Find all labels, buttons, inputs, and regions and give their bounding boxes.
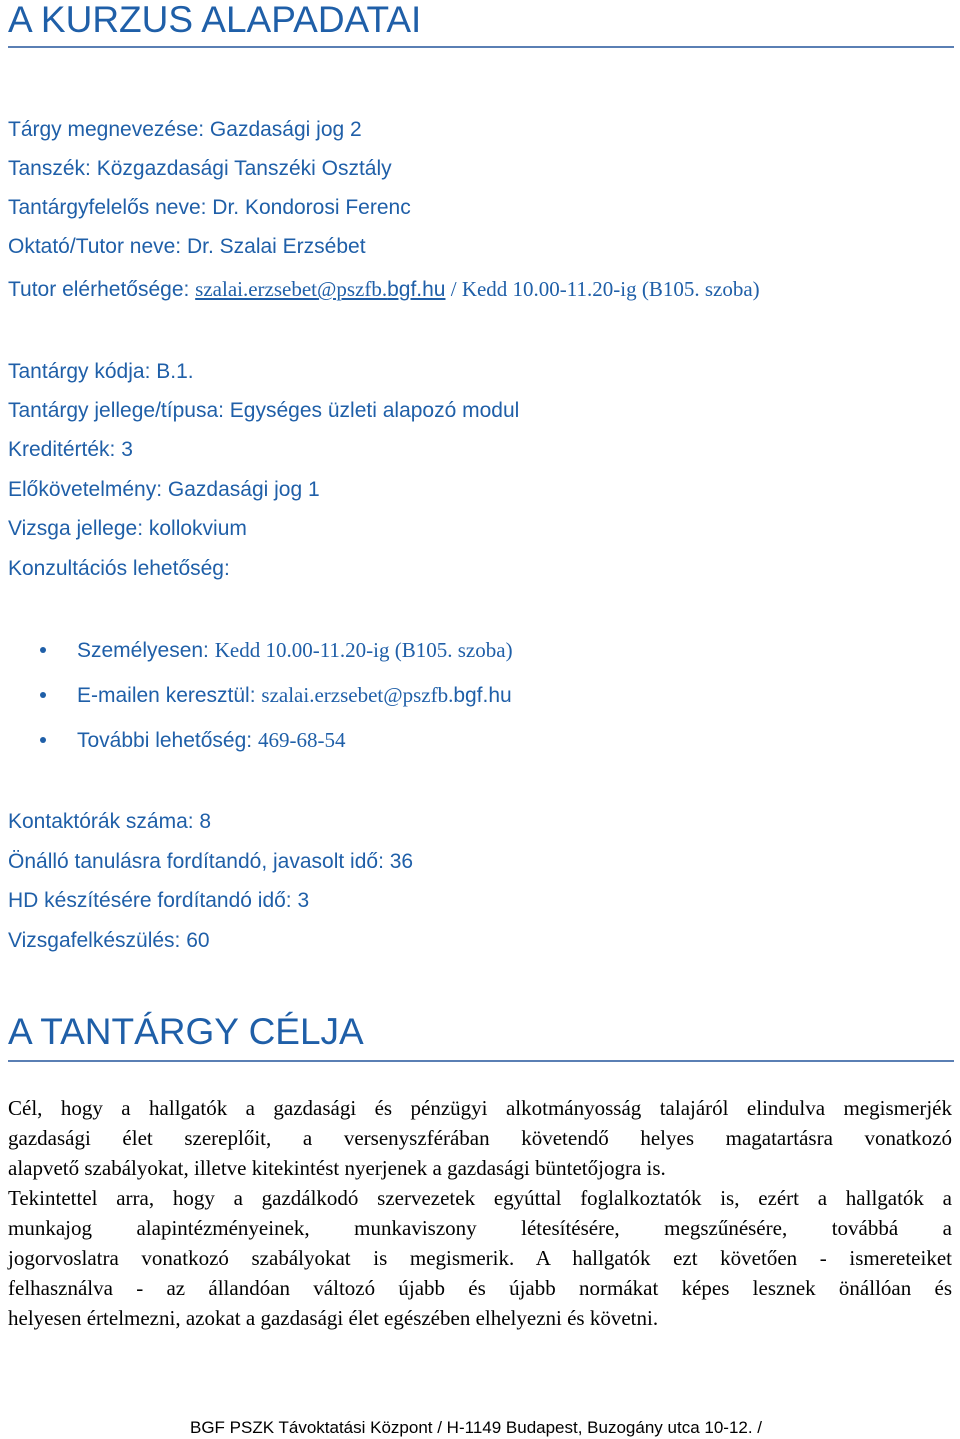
course-owner: Tantárgyfelelős neve: Dr. Kondorosi Ferenc [8, 196, 411, 219]
self-study-hours: Önálló tanulásra fordítandó, javasolt idő: 36 [8, 850, 414, 873]
tutor-contact-label: Tutor elérhetősége: [8, 278, 196, 301]
consult-personal-label: Személyesen: [77, 639, 215, 662]
consult-email-label: E-mailen keresztül: [77, 684, 262, 707]
goal-line: alapvető szabályokat, illetve kitekintést nyerjenek a gazdasági büntetőjogra is. [8, 1156, 666, 1180]
consultation-label: Konzultációs lehetőség: [8, 557, 230, 580]
heading-underline [8, 46, 954, 48]
consult-other [77, 727, 345, 754]
homework-hours: HD készítésére fordítandó idő: 3 [8, 889, 310, 912]
course-name: Tárgy megnevezése: Gazdasági jog 2 [8, 118, 362, 141]
goal-line: munkajog alapintézményeinek, munkaviszony létesítésére, megszűnésére, továbbá a [8, 1216, 952, 1240]
department: Tanszék: Közgazdasági Tanszéki Osztály [8, 157, 392, 180]
page-footer: BGF PSZK Távoktatási Központ / H-1149 Budapest, Buzogány utca 10-12. / [190, 1418, 763, 1437]
section-title-course-goal: A TANTÁRGY CÉLJA [8, 1011, 364, 1052]
consult-email [77, 682, 512, 709]
section-title-course-basics: A KURZUS ALAPADATAI [8, 0, 422, 40]
tutor-office-hours: / Kedd 10.00-11.20-ig (B105. szoba) [445, 277, 760, 301]
tutor-email-link-domain[interactable]: bgf.hu [387, 278, 446, 301]
bullet-icon [40, 737, 46, 743]
tutor-contact [8, 276, 760, 303]
goal-paragraph [8, 1093, 952, 1333]
credit-value: Kreditérték: 3 [8, 438, 133, 461]
consult-email-link-domain[interactable]: bgf.hu [453, 684, 512, 707]
contact-hours: Kontaktórák száma: 8 [8, 810, 212, 833]
course-type: Tantárgy jellege/típusa: Egységes üzleti alapozó modul [8, 399, 520, 422]
goal-line: helyesen értelmezni, azokat a gazdasági élet egészében elhelyezni és követni. [8, 1306, 659, 1330]
consult-personal [77, 637, 513, 664]
heading-underline [8, 1060, 954, 1062]
course-code: Tantárgy kódja: B.1. [8, 360, 194, 383]
goal-line: jogorvoslatra vonatkozó szabályokat is megismerik. A hallgatók ezt követően - ismereteiket [8, 1246, 952, 1270]
goal-line: Tekintettel arra, hogy a gazdálkodó szervezetek egyúttal foglalkoztatók is, ezért a hallgatók a [8, 1186, 952, 1210]
exam-prep-hours: Vizsgafelkészülés: 60 [8, 929, 210, 952]
bullet-icon [40, 647, 46, 653]
consult-email-link[interactable]: szalai.erzsebet@pszfb. [261, 683, 454, 707]
goal-line: Cél, hogy a hallgatók a gazdasági és pénzügyi alkotmányosság talajáról elindulva megismerjék [8, 1096, 952, 1120]
tutor-email-link[interactable]: szalai.erzsebet@pszfb. [195, 277, 388, 301]
consult-personal-value: Kedd 10.00-11.20-ig (B105. szoba) [214, 638, 513, 662]
consult-other-phone: 469-68-54 [257, 728, 346, 752]
goal-line: felhasználva - az állandóan változó újabb és újabb normákat képes lesznek önállóan és [8, 1276, 952, 1300]
tutor-name: Oktató/Tutor neve: Dr. Szalai Erzsébet [8, 235, 366, 258]
bullet-icon [40, 692, 46, 698]
prerequisite: Előkövetelmény: Gazdasági jog 1 [8, 478, 320, 501]
consult-other-label: További lehetőség: [77, 729, 258, 752]
exam-type: Vizsga jellege: kollokvium [8, 517, 247, 540]
goal-line: gazdasági élet szereplőit, a versenyszférában követendő helyes magatartásra vonatkozó [8, 1126, 952, 1150]
